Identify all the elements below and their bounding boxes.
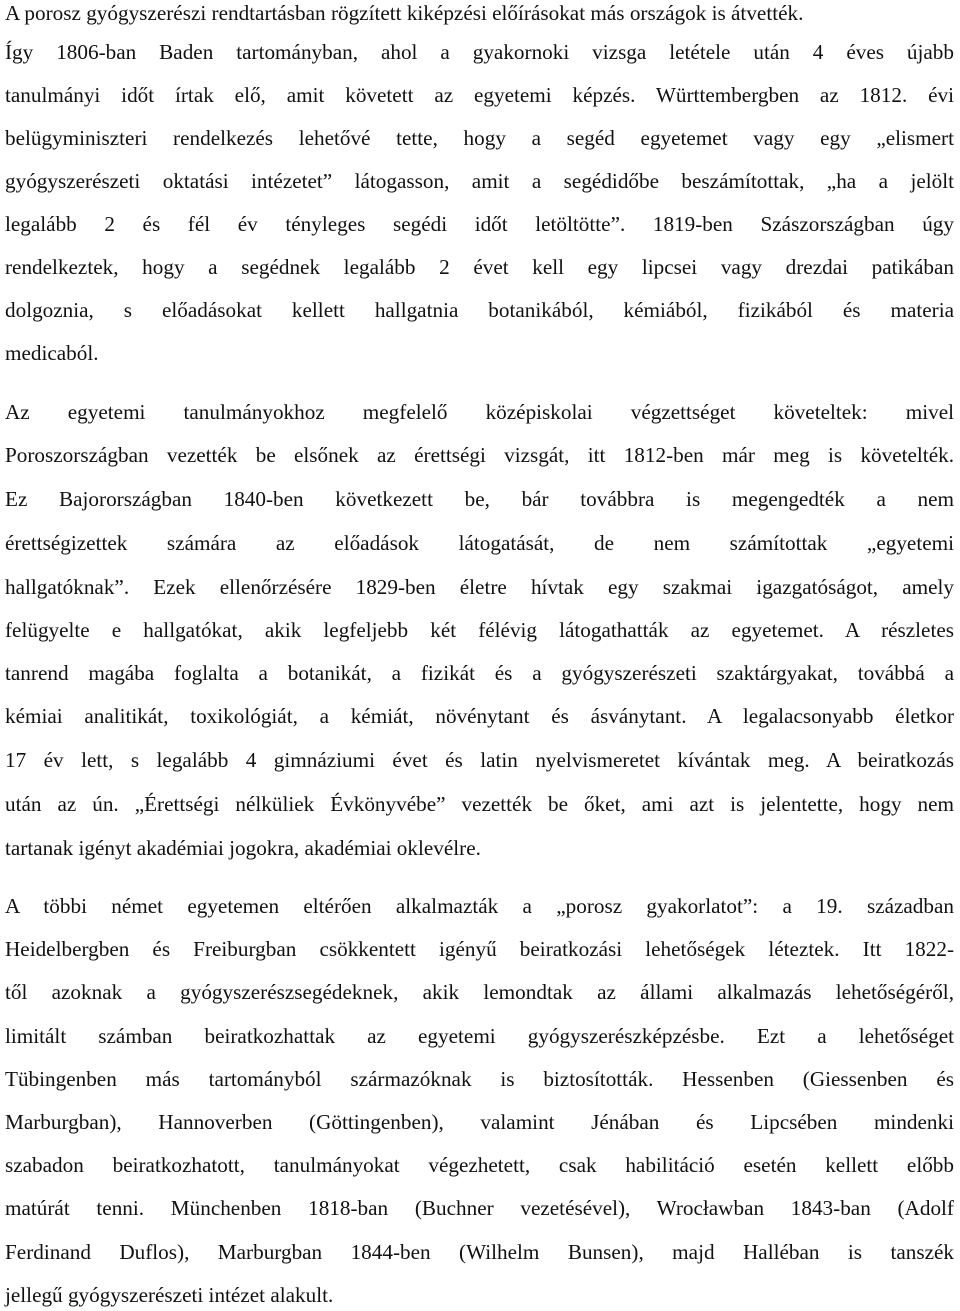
text-line: jellegű gyógyszerészeti intézet alakult. [5, 1283, 334, 1307]
text-line: Az egyetemi tanulmányokhoz megfelelő középiskolai végzettséget követeltek: mivel [5, 400, 954, 424]
text-line: hallgatóknak”. Ezek ellenőrzésére 1829-ben életre hívtak egy szakmai igazgatóságot, amely [5, 575, 954, 599]
text-line: Tübingenben más tartományból származóknak is biztosították. Hessenben (Giessenben és [5, 1067, 954, 1091]
text-line: A porosz gyógyszerészi rendtartásban rögzített kiképzési előírásokat más országok is átvették. [5, 1, 804, 25]
text-line: Ez Bajorországban 1840-ben következett be, bár továbbra is megengedték a nem [5, 487, 954, 511]
text-line: szabadon beiratkozhatott, tanulmányokat végezhetett, csak habilitáció esetén kellett előbb [5, 1153, 954, 1177]
text-line: A többi német egyetemen eltérően alkalmazták a „porosz gyakorlatot”: a 19. században [5, 894, 954, 918]
text-line: 17 év lett, s legalább 4 gimnáziumi évet és latin nyelvismeretet kívántak meg. A beiratkozás [5, 748, 954, 772]
text-line: kémiai analitikát, toxikológiát, a kémiát, növénytant és ásványtant. A legalacsonyabb életkor [5, 704, 954, 728]
text-line: matúrát tenni. Münchenben 1818-ban (Buchner vezetésével), Wrocławban 1843-ban (Adolf [5, 1196, 954, 1220]
text-line: limitált számban beiratkozhattak az egyetemi gyógyszerészképzésbe. Ezt a lehetőséget [5, 1024, 954, 1048]
text-line: tartanak igényt akadémiai jogokra, akadémiai oklevélre. [5, 836, 481, 860]
text-line: tanulmányi időt írtak elő, amit követett az egyetemi képzés. Württembergben az 1812. évi [5, 83, 954, 107]
text-line: legalább 2 és fél év tényleges segédi időt letöltötte”. 1819-ben Szászországban úgy [5, 212, 954, 236]
text-line: gyógyszerészeti oktatási intézetet” látogasson, amit a segédidőbe beszámítottak, „ha a jelölt [5, 169, 954, 193]
text-line: érettségizettek számára az előadások látogatását, de nem számítottak „egyetemi [5, 531, 954, 555]
text-line: Poroszországban vezették be elsőnek az érettségi vizsgát, itt 1812-ben már meg is követelték. [5, 443, 954, 467]
text-line: tanrend magába foglalta a botanikát, a fizikát és a gyógyszerészeti szaktárgyakat, továbbá a [5, 661, 954, 685]
text-line: dolgoznia, s előadásokat kellett hallgatnia botanikából, kémiából, fizikából és materia [5, 298, 954, 322]
text-line: Így 1806-ban Baden tartományban, ahol a gyakornoki vizsga letétele után 4 éves újabb [5, 40, 954, 64]
text-line: Marburgban), Hannoverben (Göttingenben), valamint Jénában és Lipcsében mindenki [5, 1110, 954, 1134]
text-line: Heidelbergben és Freiburgban csökkentett igényű beiratkozási lehetőségek léteztek. Itt 1822- [5, 937, 954, 961]
text-line: után az ún. „Érettségi nélküliek Évkönyvébe” vezették be őket, ami azt is jelentette, hogy nem [5, 792, 954, 816]
text-line: rendelkeztek, hogy a segédnek legalább 2 évet kell egy lipcsei vagy drezdai patikában [5, 255, 954, 279]
text-line: Ferdinand Duflos), Marburgban 1844-ben (Wilhelm Bunsen), majd Halléban is tanszék [5, 1240, 954, 1264]
text-line: felügyelte e hallgatókat, akik legfeljebb két félévig látogathatták az egyetemet. A részletes [5, 618, 954, 642]
text-line: től azoknak a gyógyszerészsegédeknek, akik lemondtak az állami alkalmazás lehetőségéről, [5, 980, 954, 1004]
text-line: belügyminiszteri rendelkezés lehetővé tette, hogy a segéd egyetemet vagy egy „elismert [5, 126, 954, 150]
text-line: medicaból. [5, 341, 99, 365]
